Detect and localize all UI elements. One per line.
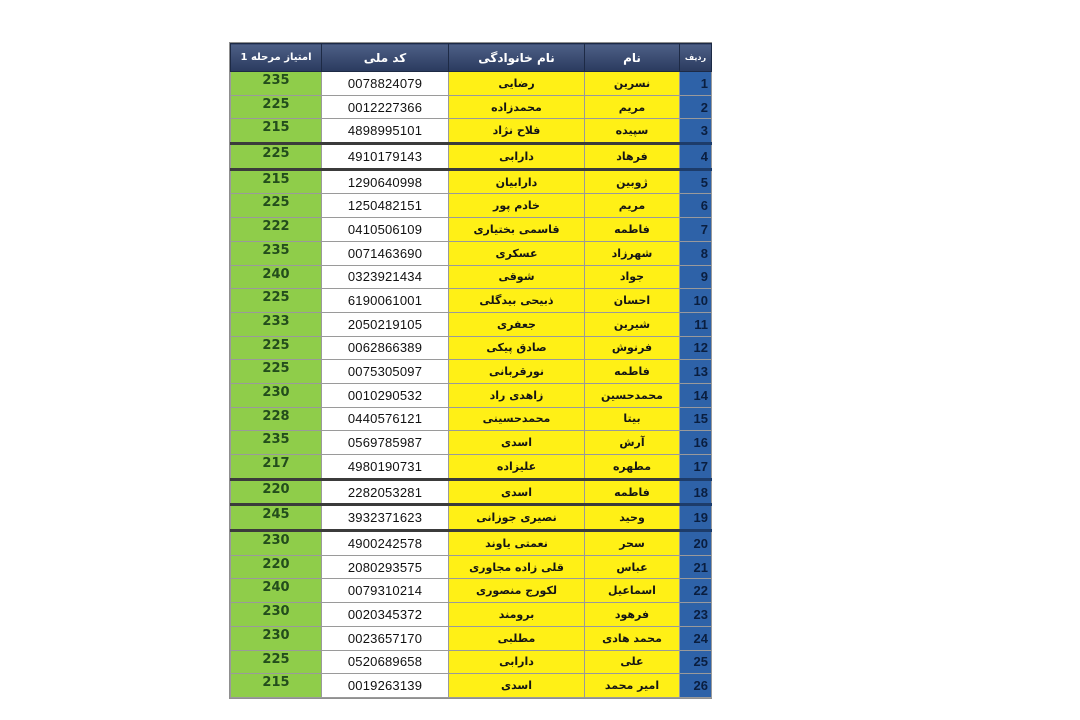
last-name-cell: محمدحسینی — [449, 407, 585, 431]
table-body — [231, 72, 712, 698]
national-code-cell: 0062866389 — [322, 336, 449, 360]
score-cell: 215 — [231, 674, 322, 698]
header-national-code: کد ملی — [322, 44, 449, 72]
score-table — [230, 43, 712, 698]
last-name-cell: خادم پور — [449, 194, 585, 218]
table-row — [231, 194, 712, 218]
national-code-cell: 0078824079 — [322, 72, 449, 96]
table-row — [231, 603, 712, 627]
row-number-cell: 20 — [680, 531, 712, 556]
table-row — [231, 289, 712, 313]
row-number-cell: 12 — [680, 336, 712, 360]
last-name-cell: دارابیان — [449, 169, 585, 194]
score-cell: 235 — [231, 431, 322, 455]
first-name-cell: عباس — [585, 555, 680, 579]
national-code-cell: 4910179143 — [322, 144, 449, 170]
row-number-cell: 25 — [680, 650, 712, 674]
table-row — [231, 455, 712, 480]
table-row — [231, 144, 712, 170]
score-cell: 217 — [231, 455, 322, 480]
first-name-cell: فرهود — [585, 603, 680, 627]
table-row — [231, 169, 712, 194]
first-name-cell: مریم — [585, 194, 680, 218]
national-code-cell: 1250482151 — [322, 194, 449, 218]
row-number-cell: 23 — [680, 603, 712, 627]
score-cell: 230 — [231, 531, 322, 556]
row-number-cell: 13 — [680, 360, 712, 384]
score-cell: 225 — [231, 144, 322, 170]
row-number-cell: 26 — [680, 674, 712, 698]
national-code-cell: 0010290532 — [322, 383, 449, 407]
score-cell: 225 — [231, 95, 322, 119]
first-name-cell: شهرزاد — [585, 241, 680, 265]
score-cell: 215 — [231, 119, 322, 144]
national-code-cell: 0520689658 — [322, 650, 449, 674]
row-number-cell: 5 — [680, 169, 712, 194]
score-cell: 225 — [231, 194, 322, 218]
table-row — [231, 505, 712, 531]
national-code-cell: 0071463690 — [322, 241, 449, 265]
table-row — [231, 626, 712, 650]
national-code-cell: 4898995101 — [322, 119, 449, 144]
first-name-cell: فاطمه — [585, 360, 680, 384]
national-code-cell: 4980190731 — [322, 455, 449, 480]
row-number-cell: 24 — [680, 626, 712, 650]
row-number-cell: 16 — [680, 431, 712, 455]
last-name-cell: نورقربانی — [449, 360, 585, 384]
table-row — [231, 555, 712, 579]
first-name-cell: امیر محمد — [585, 674, 680, 698]
score-cell: 230 — [231, 626, 322, 650]
first-name-cell: نسرین — [585, 72, 680, 96]
score-cell: 235 — [231, 72, 322, 96]
national-code-cell: 0023657170 — [322, 626, 449, 650]
last-name-cell: قاسمی بختیاری — [449, 218, 585, 242]
score-cell: 225 — [231, 289, 322, 313]
row-number-cell: 10 — [680, 289, 712, 313]
score-cell: 225 — [231, 336, 322, 360]
national-code-cell: 4900242578 — [322, 531, 449, 556]
row-number-cell: 11 — [680, 312, 712, 336]
table-row — [231, 579, 712, 603]
table-row — [231, 265, 712, 289]
score-cell: 230 — [231, 603, 322, 627]
score-cell: 230 — [231, 383, 322, 407]
score-cell: 245 — [231, 505, 322, 531]
table-row — [231, 72, 712, 96]
first-name-cell: فاطمه — [585, 218, 680, 242]
first-name-cell: شیرین — [585, 312, 680, 336]
national-code-cell: 0012227366 — [322, 95, 449, 119]
table-row — [231, 360, 712, 384]
first-name-cell: سحر — [585, 531, 680, 556]
last-name-cell: محمدزاده — [449, 95, 585, 119]
row-number-cell: 17 — [680, 455, 712, 480]
score-cell: 240 — [231, 265, 322, 289]
row-number-cell: 7 — [680, 218, 712, 242]
score-cell: 240 — [231, 579, 322, 603]
table-row — [231, 431, 712, 455]
first-name-cell: ژوبین — [585, 169, 680, 194]
last-name-cell: شوقی — [449, 265, 585, 289]
table-row — [231, 674, 712, 698]
score-cell: 222 — [231, 218, 322, 242]
score-cell: 220 — [231, 555, 322, 579]
table-row — [231, 407, 712, 431]
row-number-cell: 1 — [680, 72, 712, 96]
national-code-cell: 0440576121 — [322, 407, 449, 431]
last-name-cell: جعفری — [449, 312, 585, 336]
first-name-cell: فرنوش — [585, 336, 680, 360]
row-number-cell: 2 — [680, 95, 712, 119]
last-name-cell: دارابی — [449, 144, 585, 170]
first-name-cell: مریم — [585, 95, 680, 119]
first-name-cell: فاطمه — [585, 479, 680, 505]
first-name-cell: فرهاد — [585, 144, 680, 170]
last-name-cell: عسکری — [449, 241, 585, 265]
score-cell: 220 — [231, 479, 322, 505]
national-code-cell: 1290640998 — [322, 169, 449, 194]
first-name-cell: علی — [585, 650, 680, 674]
table-row — [231, 383, 712, 407]
first-name-cell: محمد هادی — [585, 626, 680, 650]
header-last-name: نام خانوادگی — [449, 44, 585, 72]
first-name-cell: آرش — [585, 431, 680, 455]
header-first-name: نام — [585, 44, 680, 72]
last-name-cell: لکورج منصوری — [449, 579, 585, 603]
last-name-cell: اسدی — [449, 479, 585, 505]
table-row — [231, 531, 712, 556]
row-number-cell: 15 — [680, 407, 712, 431]
table-row — [231, 218, 712, 242]
first-name-cell: مطهره — [585, 455, 680, 480]
national-code-cell: 0020345372 — [322, 603, 449, 627]
last-name-cell: نصیری جوزانی — [449, 505, 585, 531]
table-row — [231, 95, 712, 119]
table-row — [231, 650, 712, 674]
last-name-cell: قلی زاده مجاوری — [449, 555, 585, 579]
header-row-number: ردیف — [680, 44, 712, 72]
first-name-cell: بیتا — [585, 407, 680, 431]
last-name-cell: مطلبی — [449, 626, 585, 650]
last-name-cell: صادق پیکی — [449, 336, 585, 360]
score-cell: 225 — [231, 360, 322, 384]
national-code-cell: 0079310214 — [322, 579, 449, 603]
table-row — [231, 336, 712, 360]
table-header-row — [231, 44, 712, 72]
national-code-cell: 0410506109 — [322, 218, 449, 242]
score-cell: 233 — [231, 312, 322, 336]
header-stage-score: امتیاز مرحله 1 — [231, 44, 322, 72]
national-code-cell: 6190061001 — [322, 289, 449, 313]
last-name-cell: برومند — [449, 603, 585, 627]
national-code-cell: 0019263139 — [322, 674, 449, 698]
first-name-cell: وحید — [585, 505, 680, 531]
row-number-cell: 22 — [680, 579, 712, 603]
row-number-cell: 8 — [680, 241, 712, 265]
score-cell: 225 — [231, 650, 322, 674]
table-row — [231, 312, 712, 336]
score-cell: 215 — [231, 169, 322, 194]
last-name-cell: رضایی — [449, 72, 585, 96]
national-code-cell: 0323921434 — [322, 265, 449, 289]
score-cell: 235 — [231, 241, 322, 265]
first-name-cell: جواد — [585, 265, 680, 289]
national-code-cell: 2080293575 — [322, 555, 449, 579]
first-name-cell: سپیده — [585, 119, 680, 144]
row-number-cell: 14 — [680, 383, 712, 407]
last-name-cell: زاهدی راد — [449, 383, 585, 407]
row-number-cell: 3 — [680, 119, 712, 144]
first-name-cell: اسماعیل — [585, 579, 680, 603]
last-name-cell: ذبیحی بیدگلی — [449, 289, 585, 313]
row-number-cell: 19 — [680, 505, 712, 531]
row-number-cell: 18 — [680, 479, 712, 505]
national-code-cell: 3932371623 — [322, 505, 449, 531]
score-cell: 228 — [231, 407, 322, 431]
score-table-sheet — [229, 42, 712, 699]
national-code-cell: 0569785987 — [322, 431, 449, 455]
national-code-cell: 2050219105 — [322, 312, 449, 336]
national-code-cell: 2282053281 — [322, 479, 449, 505]
last-name-cell: علیزاده — [449, 455, 585, 480]
last-name-cell: دارابی — [449, 650, 585, 674]
row-number-cell: 4 — [680, 144, 712, 170]
row-number-cell: 21 — [680, 555, 712, 579]
row-number-cell: 9 — [680, 265, 712, 289]
last-name-cell: فلاح نژاد — [449, 119, 585, 144]
last-name-cell: اسدی — [449, 674, 585, 698]
last-name-cell: اسدی — [449, 431, 585, 455]
table-row — [231, 479, 712, 505]
first-name-cell: محمدحسین — [585, 383, 680, 407]
national-code-cell: 0075305097 — [322, 360, 449, 384]
last-name-cell: نعمتی یاوند — [449, 531, 585, 556]
table-row — [231, 241, 712, 265]
row-number-cell: 6 — [680, 194, 712, 218]
first-name-cell: احسان — [585, 289, 680, 313]
table-row — [231, 119, 712, 144]
